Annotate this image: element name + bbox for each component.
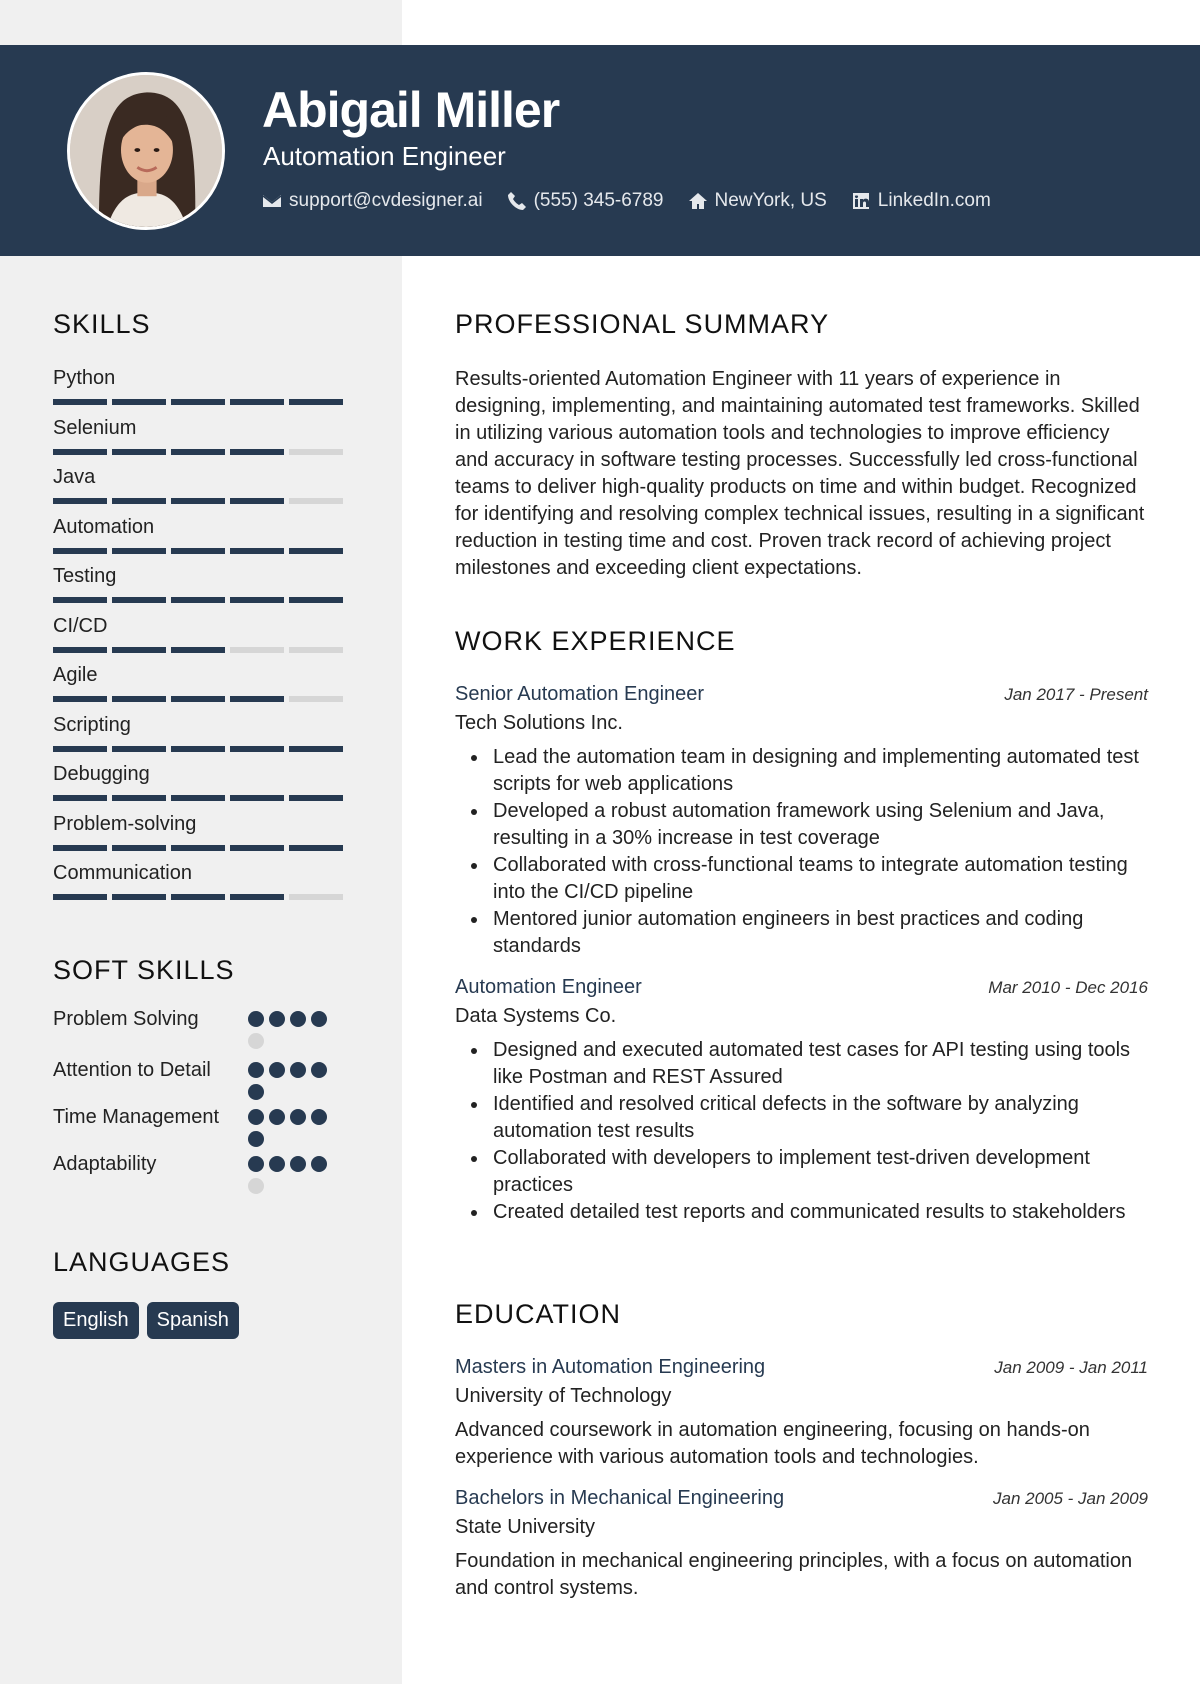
skill-name: Automation bbox=[53, 515, 155, 538]
soft-skill-level-dot bbox=[248, 1084, 264, 1100]
education-header bbox=[455, 1356, 1148, 1379]
skill-item bbox=[53, 663, 353, 713]
skill-level-segment bbox=[289, 746, 343, 752]
soft-skill-level-dot bbox=[248, 1109, 264, 1125]
skill-name: Scripting bbox=[53, 713, 131, 736]
skill-level-segment bbox=[112, 746, 166, 752]
soft-skill-item bbox=[53, 1151, 353, 1194]
soft-skill-level-dot bbox=[311, 1156, 327, 1172]
skill-level-segment bbox=[230, 795, 284, 801]
job-bullet: Identified and resolved critical defects in the software by analyzing automation test results bbox=[455, 1091, 1148, 1145]
skill-level-bar bbox=[53, 449, 353, 455]
home-icon bbox=[688, 191, 708, 211]
soft-skill-level-dot bbox=[248, 1178, 264, 1194]
job-header bbox=[455, 976, 1148, 999]
skill-level-segment bbox=[112, 696, 166, 702]
education-school: State University bbox=[455, 1516, 596, 1538]
job-entry bbox=[455, 683, 1148, 960]
contact-list bbox=[262, 190, 991, 212]
skill-level-segment bbox=[53, 548, 107, 554]
skill-level-segment bbox=[230, 696, 284, 702]
job-date: Mar 2010 - Dec 2016 bbox=[988, 978, 1148, 997]
languages-list bbox=[53, 1302, 353, 1339]
skill-level-segment bbox=[230, 647, 284, 653]
skill-name: Problem-solving bbox=[53, 812, 197, 835]
skill-level-segment bbox=[289, 498, 343, 504]
summary-heading: PROFESSIONAL SUMMARY bbox=[455, 309, 830, 339]
skill-level-bar bbox=[53, 647, 353, 653]
skill-level-segment bbox=[171, 647, 225, 653]
education-date: Jan 2005 - Jan 2009 bbox=[992, 1489, 1148, 1508]
skill-level-segment bbox=[171, 548, 225, 554]
soft-skill-level-dot bbox=[248, 1062, 264, 1078]
skill-level-segment bbox=[230, 746, 284, 752]
skill-item bbox=[53, 861, 353, 911]
soft-skill-item bbox=[53, 1057, 353, 1100]
skill-name: Python bbox=[53, 367, 116, 389]
soft-skill-name: Problem Solving bbox=[53, 1008, 199, 1030]
profile-photo bbox=[67, 72, 225, 230]
soft-skill-item bbox=[53, 1104, 353, 1147]
job-bullet: Designed and executed automated test cases for API testing using tools like Postman and REST Assured bbox=[455, 1037, 1148, 1091]
skill-level-segment bbox=[171, 696, 225, 702]
soft-skill-level-dot bbox=[248, 1156, 264, 1172]
job-bullet: Collaborated with cross-functional teams to integrate automation testing into the CI/CD pipeline bbox=[455, 852, 1148, 906]
skill-item bbox=[53, 713, 353, 763]
soft-skill-level-dot bbox=[248, 1033, 264, 1049]
soft-skills-list bbox=[53, 1006, 353, 1194]
skill-level-segment bbox=[171, 449, 225, 455]
skill-item bbox=[53, 762, 353, 812]
skill-level-segment bbox=[289, 399, 343, 405]
skill-level-segment bbox=[53, 647, 107, 653]
summary-text: Results-oriented Automation Engineer with 11 years of experience in designing, implementing, and maintaining automated test frameworks. Skilled in utilizing various automation tools and technologies to improve efficiency and accuracy in software testing processes. Successfully led cross-functional teams to deliver high-quality products on time and within budget. Recognized for identifying and resolving complex technical issues, resulting in a significant reduction in testing time and cost. Proven track record of achieving project milestones and exceeding client expectations. bbox=[455, 368, 1145, 579]
skills-heading: SKILLS bbox=[53, 309, 151, 339]
skill-level-bar bbox=[53, 498, 353, 504]
soft-skill-level-dot bbox=[290, 1156, 306, 1172]
skill-level-bar bbox=[53, 894, 353, 900]
skill-level-segment bbox=[289, 894, 343, 900]
skill-item bbox=[53, 812, 353, 862]
skill-name: Debugging bbox=[53, 763, 150, 785]
job-bullet: Collaborated with developers to implement test-driven development practices bbox=[455, 1145, 1148, 1199]
skill-level-segment bbox=[230, 449, 284, 455]
skill-level-segment bbox=[112, 845, 166, 851]
soft-skill-level-dot bbox=[290, 1011, 306, 1027]
job-bullet: Developed a robust automation framework using Selenium and Java, resulting in a 30% increase in test coverage bbox=[455, 798, 1148, 852]
soft-skill-level-dot bbox=[311, 1062, 327, 1078]
education-date: Jan 2009 - Jan 2011 bbox=[994, 1358, 1148, 1377]
contact-email[interactable] bbox=[262, 190, 483, 212]
skill-level-segment bbox=[230, 894, 284, 900]
soft-skill-item bbox=[53, 1006, 353, 1049]
job-bullet: Created detailed test reports and communicated results to stakeholders bbox=[455, 1199, 1148, 1226]
skill-level-segment bbox=[171, 746, 225, 752]
skill-level-segment bbox=[53, 746, 107, 752]
skill-name: CI/CD bbox=[53, 614, 108, 637]
skill-level-segment bbox=[112, 498, 166, 504]
contact-phone-text: (555) 345-6789 bbox=[533, 190, 664, 211]
job-role: Senior Automation Engineer bbox=[455, 683, 705, 705]
skill-level-segment bbox=[53, 498, 107, 504]
envelope-icon bbox=[262, 191, 282, 211]
soft-skill-level-dot bbox=[269, 1156, 285, 1172]
profile-portrait-image bbox=[70, 75, 222, 227]
soft-skill-level-dots bbox=[248, 1151, 334, 1194]
soft-skill-level-dot bbox=[311, 1109, 327, 1125]
skill-level-segment bbox=[230, 845, 284, 851]
skill-level-bar bbox=[53, 548, 353, 554]
soft-skill-level-dots bbox=[248, 1006, 334, 1049]
skills-section bbox=[53, 309, 353, 911]
skill-level-bar bbox=[53, 399, 353, 405]
education-description: Advanced coursework in automation engineering, focusing on hands-on experience with various automation tools and technologies. bbox=[455, 1419, 1090, 1468]
skill-name: Java bbox=[53, 466, 96, 488]
soft-skill-level-dot bbox=[248, 1131, 264, 1147]
skill-level-bar bbox=[53, 696, 353, 702]
skill-level-segment bbox=[53, 894, 107, 900]
education-section bbox=[455, 1299, 1148, 1602]
education-degree: Bachelors in Mechanical Engineering bbox=[455, 1487, 785, 1509]
experience-heading: WORK EXPERIENCE bbox=[455, 626, 736, 656]
job-bullet: Mentored junior automation engineers in best practices and coding standards bbox=[455, 906, 1148, 960]
candidate-title: Automation Engineer bbox=[263, 141, 506, 171]
education-heading: EDUCATION bbox=[455, 1299, 622, 1329]
summary-section bbox=[455, 309, 1148, 582]
soft-skill-level-dot bbox=[290, 1062, 306, 1078]
skill-level-segment bbox=[112, 597, 166, 603]
skill-level-segment bbox=[289, 845, 343, 851]
skill-name: Agile bbox=[53, 664, 98, 686]
contact-phone[interactable] bbox=[507, 190, 664, 212]
skill-level-segment bbox=[112, 449, 166, 455]
soft-skill-level-dot bbox=[248, 1011, 264, 1027]
candidate-name: Abigail Miller bbox=[262, 82, 560, 138]
skill-level-segment bbox=[171, 399, 225, 405]
skill-level-segment bbox=[230, 399, 284, 405]
skill-level-bar bbox=[53, 845, 353, 851]
soft-skill-name: Time Management bbox=[53, 1106, 219, 1128]
skill-level-segment bbox=[171, 845, 225, 851]
skill-level-segment bbox=[289, 795, 343, 801]
contact-linkedin[interactable] bbox=[851, 190, 991, 212]
education-entry bbox=[455, 1487, 1148, 1602]
skill-level-segment bbox=[53, 597, 107, 603]
skill-level-segment bbox=[112, 647, 166, 653]
skill-level-segment bbox=[289, 647, 343, 653]
soft-skill-level-dot bbox=[269, 1109, 285, 1125]
education-school: University of Technology bbox=[455, 1385, 672, 1407]
job-bullet: Lead the automation team in designing and implementing automated test scripts for web applications bbox=[455, 744, 1148, 798]
skill-level-segment bbox=[289, 696, 343, 702]
skill-item bbox=[53, 614, 353, 664]
job-bullets bbox=[455, 1037, 1148, 1226]
languages-heading: LANGUAGES bbox=[53, 1247, 231, 1277]
experience-section bbox=[455, 626, 1148, 1226]
skill-name: Testing bbox=[53, 565, 117, 587]
skill-level-segment bbox=[230, 548, 284, 554]
skill-level-segment bbox=[171, 498, 225, 504]
job-entry bbox=[455, 976, 1148, 1226]
soft-skill-level-dot bbox=[311, 1011, 327, 1027]
skill-item bbox=[53, 515, 353, 565]
language-tag: Spanish bbox=[147, 1302, 239, 1339]
skill-item bbox=[53, 564, 353, 614]
skill-level-segment bbox=[112, 548, 166, 554]
skill-level-segment bbox=[53, 795, 107, 801]
skill-level-bar bbox=[53, 597, 353, 603]
language-tag: English bbox=[53, 1302, 139, 1339]
soft-skill-level-dots bbox=[248, 1057, 334, 1100]
skill-level-segment bbox=[53, 845, 107, 851]
soft-skill-level-dot bbox=[269, 1011, 285, 1027]
soft-skill-name: Adaptability bbox=[53, 1153, 157, 1175]
education-list bbox=[455, 1356, 1148, 1602]
contact-location-text: NewYork, US bbox=[714, 190, 827, 211]
skill-name: Communication bbox=[53, 862, 192, 884]
skill-item bbox=[53, 416, 353, 466]
contact-linkedin-text: LinkedIn.com bbox=[877, 190, 991, 211]
skill-level-segment bbox=[230, 498, 284, 504]
soft-skills-section bbox=[53, 955, 353, 1194]
jobs-list bbox=[455, 683, 1148, 1226]
skill-level-segment bbox=[53, 399, 107, 405]
skill-item bbox=[53, 465, 353, 515]
skill-level-segment bbox=[53, 696, 107, 702]
education-entry bbox=[455, 1356, 1148, 1471]
skill-level-segment bbox=[112, 795, 166, 801]
job-date: Jan 2017 - Present bbox=[1004, 685, 1148, 704]
skill-level-segment bbox=[171, 597, 225, 603]
skill-level-segment bbox=[289, 597, 343, 603]
education-header bbox=[455, 1487, 1148, 1510]
job-role: Automation Engineer bbox=[455, 976, 642, 998]
skill-level-segment bbox=[289, 548, 343, 554]
skill-level-segment bbox=[171, 894, 225, 900]
skill-level-segment bbox=[171, 795, 225, 801]
phone-icon bbox=[507, 191, 527, 211]
languages-section bbox=[53, 1247, 353, 1339]
skill-item bbox=[53, 366, 353, 416]
linkedin-icon bbox=[851, 191, 871, 211]
skill-level-bar bbox=[53, 746, 353, 752]
contact-email-text: support@cvdesigner.ai bbox=[289, 190, 483, 211]
soft-skill-level-dot bbox=[269, 1062, 285, 1078]
skill-name: Selenium bbox=[53, 416, 137, 439]
resume-header bbox=[0, 45, 1200, 256]
skill-level-segment bbox=[289, 449, 343, 455]
soft-skill-level-dots bbox=[248, 1104, 334, 1147]
skill-level-segment bbox=[112, 894, 166, 900]
soft-skill-level-dot bbox=[290, 1109, 306, 1125]
job-header bbox=[455, 683, 1148, 706]
education-degree: Masters in Automation Engineering bbox=[455, 1356, 766, 1378]
job-company: Tech Solutions Inc. bbox=[455, 712, 623, 734]
soft-skills-heading: SOFT SKILLS bbox=[53, 955, 235, 985]
skill-level-segment bbox=[230, 597, 284, 603]
job-company: Data Systems Co. bbox=[455, 1005, 617, 1027]
contact-location bbox=[688, 190, 827, 212]
skill-level-bar bbox=[53, 795, 353, 801]
job-bullets bbox=[455, 744, 1148, 960]
skills-list bbox=[53, 366, 353, 911]
soft-skill-name: Attention to Detail bbox=[53, 1059, 211, 1081]
education-description: Foundation in mechanical engineering principles, with a focus on automation and control systems. bbox=[455, 1550, 1133, 1599]
skill-level-segment bbox=[53, 449, 107, 455]
skill-level-segment bbox=[112, 399, 166, 405]
